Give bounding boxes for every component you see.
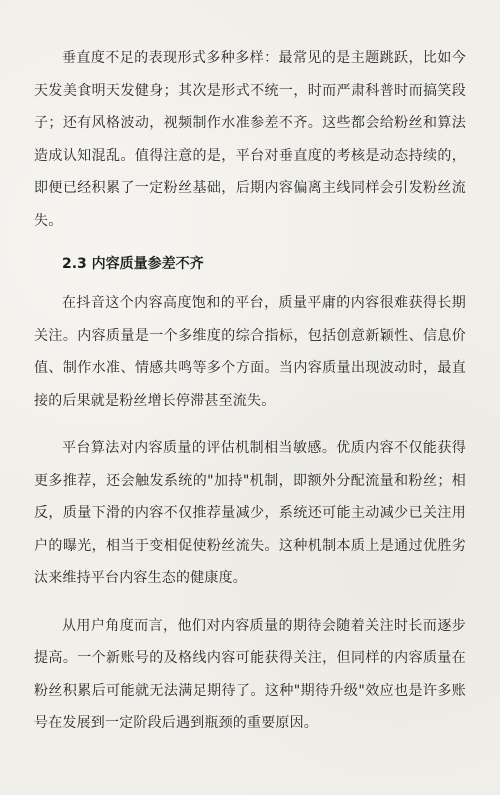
body-paragraph: 平台算法对内容质量的评估机制相当敏感。优质内容不仅能获得更多推荐，还会触发系统的"加持"机制，即额外分配流量和粉丝；相反，质量下滑的内容不仅推荐量减少，系统还可能主动减少已关注用户的曝光，相当于变相促使粉丝流失。这种机制本质上是通过优胜劣汰来维持平台内容生态的健康度。: [34, 440, 466, 586]
body-paragraph: 在抖音这个内容高度饱和的平台，质量平庸的内容很难获得长期关注。内容质量是一个多维度的综合指标，包括创意新颖性、信息价值、制作水准、情感共鸣等多个方面。当内容质量出现波动时，最直接的后果就是粉丝增长停滞甚至流失。: [34, 295, 466, 409]
intro-paragraph: 垂直度不足的表现形式多种多样：最常见的是主题跳跃，比如今天发美食明天发健身；其次是形式不统一，时而严肃科普时而搞笑段子；还有风格波动，视频制作水准参差不齐。这些都会给粉丝和算法造成认知混乱。值得注意的是，平台对垂直度的考核是动态持续的，即便已经积累了一定粉丝基础，后期内容偏离主线同样会引发粉丝流失。: [34, 50, 466, 229]
body-paragraph: 从用户角度而言，他们对内容质量的期待会随着关注时长而逐步提高。一个新账号的及格线内容可能获得关注，但同样的内容质量在粉丝积累后可能就无法满足期待了。这种"期待升级"效应也是许多账号在发展到一定阶段后遇到瓶颈的重要原因。: [34, 617, 466, 731]
section-heading: 2.3 内容质量参差不齐: [62, 256, 204, 272]
